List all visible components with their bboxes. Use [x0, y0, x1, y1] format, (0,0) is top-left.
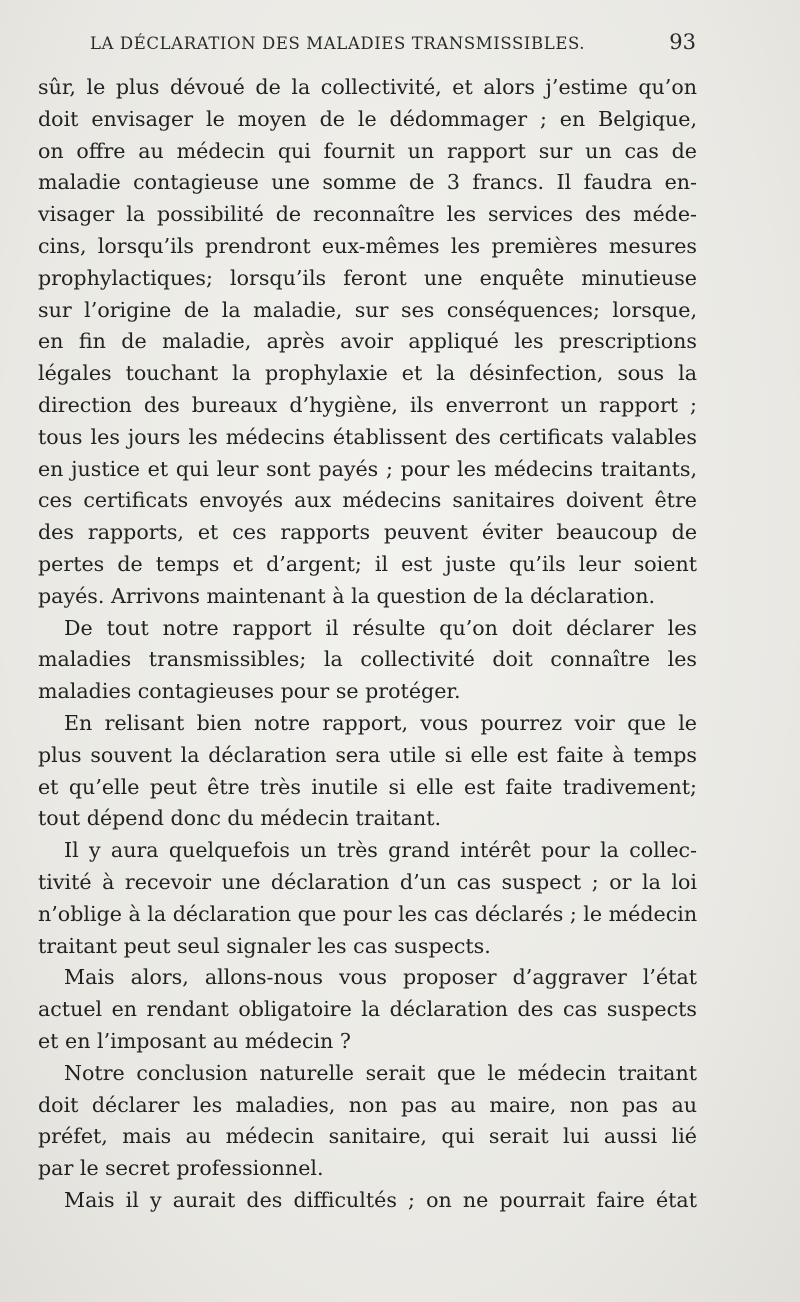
- text-line: des rapports, et ces rapports peuvent éviter beaucoup de: [38, 520, 697, 545]
- text-line: payés. Arrivons maintenant à la question de la déclaration.: [38, 583, 656, 608]
- text-line: en fin de maladie, après avoir appliqué les prescriptions: [38, 329, 697, 354]
- text-line: maladies contagieuses pour se protéger.: [38, 679, 461, 704]
- text-line: direction des bureaux d’hygiène, ils enverront un rapport ;: [38, 392, 697, 417]
- paragraph: [38, 1058, 697, 1185]
- text-line: cins, lorsqu’ils prendront eux-mêmes les premières mesures: [38, 233, 697, 258]
- paragraph: [38, 1185, 697, 1217]
- text-line: tous les jours les médecins établissent des certificats valables: [38, 424, 697, 449]
- text-line: par le secret professionnel.: [38, 1156, 324, 1181]
- paragraph: [38, 72, 697, 613]
- text-line: sûr, le plus dévoué de la collectivité, et alors j’estime qu’on: [38, 75, 697, 99]
- text-line: maladies transmissibles; la collectivité doit connaître les: [38, 647, 697, 672]
- text-line: sur l’origine de la maladie, sur ses conséquences; lorsque,: [38, 297, 697, 322]
- text-line: En relisant bien notre rapport, vous pourrez voir que le: [64, 710, 697, 735]
- text-line: pertes de temps et d’argent; il est juste qu’ils leur soient: [38, 551, 697, 576]
- text-line: tivité à recevoir une déclaration d’un cas suspect ; or la loi: [38, 869, 697, 894]
- paragraph: [38, 613, 697, 708]
- text-line: et qu’elle peut être très inutile si elle est faite tradivement;: [38, 774, 697, 799]
- text-line: doit envisager le moyen de le dédommager ; en Belgique,: [38, 106, 697, 131]
- text-line: doit déclarer les maladies, non pas au maire, non pas au: [38, 1092, 697, 1117]
- body-text: [38, 72, 697, 1217]
- text-line: et en l’imposant au médecin ?: [38, 1028, 351, 1053]
- text-line: légales touchant la prophylaxie et la désinfection, sous la: [38, 361, 697, 386]
- paragraph: [38, 835, 697, 962]
- text-line: prophylactiques; lorsqu’ils feront une enquête minutieuse: [38, 265, 697, 290]
- text-line: actuel en rendant obligatoire la déclaration des cas suspects: [38, 997, 697, 1022]
- text-line: Mais alors, allons-nous vous proposer d’aggraver l’état: [64, 965, 697, 990]
- text-line: plus souvent la déclaration sera utile si elle est faite à temps: [38, 742, 697, 767]
- text-line: tout dépend donc du médecin traitant.: [38, 806, 442, 831]
- text-line: maladie contagieuse une somme de 3 francs. Il faudra en-: [38, 170, 697, 195]
- text-line: on offre au médecin qui fournit un rapport sur un cas de: [38, 138, 697, 163]
- page-number: 93: [669, 30, 696, 54]
- text-line: n’oblige à la déclaration que pour les cas déclarés ; le médecin: [38, 901, 697, 926]
- text-line: visager la possibilité de reconnaître les services des méde-: [38, 202, 697, 227]
- text-line: préfet, mais au médecin sanitaire, qui serait lui aussi lié: [38, 1124, 697, 1149]
- paragraph: [38, 962, 697, 1057]
- text-line: en justice et qui leur sont payés ; pour les médecins traitants,: [38, 456, 697, 481]
- text-line: ces certificats envoyés aux médecins sanitaires doivent être: [38, 488, 697, 513]
- text-line: De tout notre rapport il résulte qu’on doit déclarer les: [64, 615, 697, 640]
- text-line: Mais il y aurait des difficultés ; on ne pourrait faire état: [64, 1187, 697, 1212]
- text-line: Notre conclusion naturelle serait que le médecin traitant: [64, 1060, 697, 1085]
- text-line: Il y aura quelquefois un très grand intérêt pour la collec-: [64, 838, 697, 863]
- paragraph: [38, 708, 697, 835]
- text-line: traitant peut seul signaler les cas suspects.: [38, 933, 491, 958]
- running-title: LA DÉCLARATION DES MALADIES TRANSMISSIBLES.: [90, 34, 586, 53]
